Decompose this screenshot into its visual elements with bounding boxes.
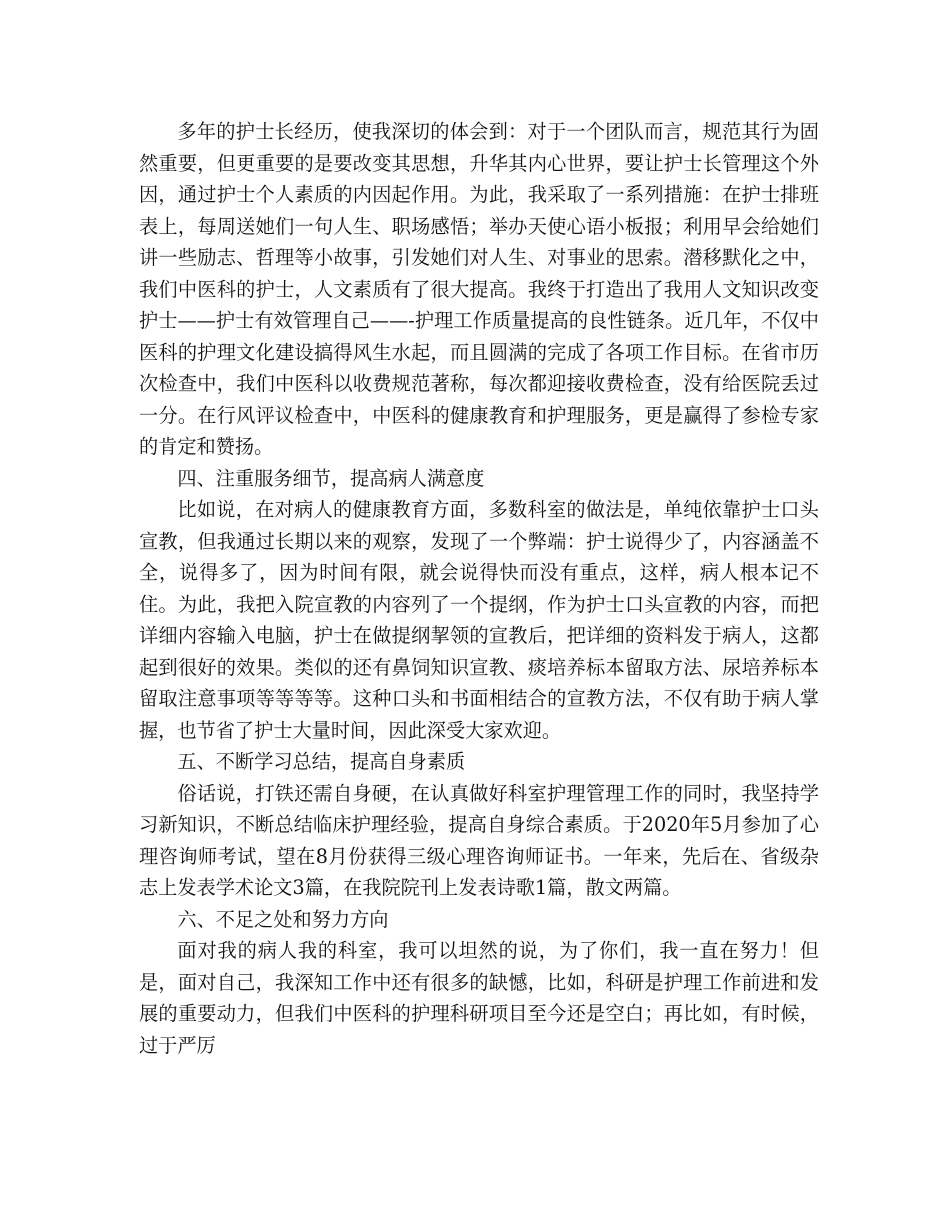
paragraph-team-management: 多年的护士长经历，使我深切的体会到：对于一个团队而言，规范其行为固然重要，但更重要的是要改变其思想，升华其内心世界，要让护士长管理这个外因，通过护士个人素质的内因起作用。为此，我采取了一系列措施：在护士排班表上，每周送她们一句人生、职场感悟；举办天使心语小板报；利用早会给她们讲一些励志、哲理等小故事，引发她们对人生、对事业的思索。潜移默化之中，我们中医科的护士，人文素质有了很大提高。我终于打造出了我用人文知识改变护士——护士有效管理自己——-护理工作质量提高的良性链条。近几年，不仅中医科的护理文化建设搞得风生水起，而且圆满的完成了各项工作目标。在省市历次检查中，我们中医科以收费规范著称，每次都迎接收费检查，没有给医院丢过一分。在行风评议检查中，中医科的健康教育和护理服务，更是赢得了参检专家的肯定和赞扬。 bbox=[139, 120, 819, 458]
section-heading-service-details: 四、注重服务细节，提高病人满意度 bbox=[177, 466, 485, 490]
section-heading-shortcomings: 六、不足之处和努力方向 bbox=[177, 907, 389, 931]
paragraph-health-education: 比如说，在对病人的健康教育方面，多数科室的做法是，单纯依靠护士口头宣教，但我通过长期以来的观察，发现了一个弊端：护士说得少了，内容涵盖不全，说得多了，因为时间有限，就会说得快而没有重点，这样，病人根本记不住。为此，我把入院宣教的内容列了一个提纲，作为护士口头宣教的内容，而把详细内容输入电脑，护士在做提纲挈领的宣教后，把详细的资料发于病人，这都起到很好的效果。类似的还有鼻饲知识宣教、痰培养标本留取方法、尿培养标本留取注意事项等等等等。这种口头和书面相结合的宣教方法，不仅有助于病人掌握，也节省了护士大量时间，因此深受大家欢迎。 bbox=[139, 498, 819, 742]
paragraph-shortcomings: 面对我的病人我的科室，我可以坦然的说，为了你们，我一直在努力！但是，面对自己，我深知工作中还有很多的缺憾，比如，科研是护理工作前进和发展的重要动力，但我们中医科的护理科研项目至今还是空白；再比如，有时候，过于严厉 bbox=[139, 939, 819, 1057]
document-page bbox=[139, 116, 819, 1061]
paragraph-learning: 俗话说，打铁还需自身硬，在认真做好科室护理管理工作的同时，我坚持学习新知识，不断总结临床护理经验，提高自身综合素质。于2020年5月参加了心理咨询师考试，望在8月份获得三级心理咨询师证书。一年来，先后在、省级杂志上发表学术论文3篇，在我院院刊上发表诗歌1篇，散文两篇。 bbox=[139, 781, 819, 899]
section-heading-self-improvement: 五、不断学习总结，提高自身素质 bbox=[177, 750, 466, 773]
